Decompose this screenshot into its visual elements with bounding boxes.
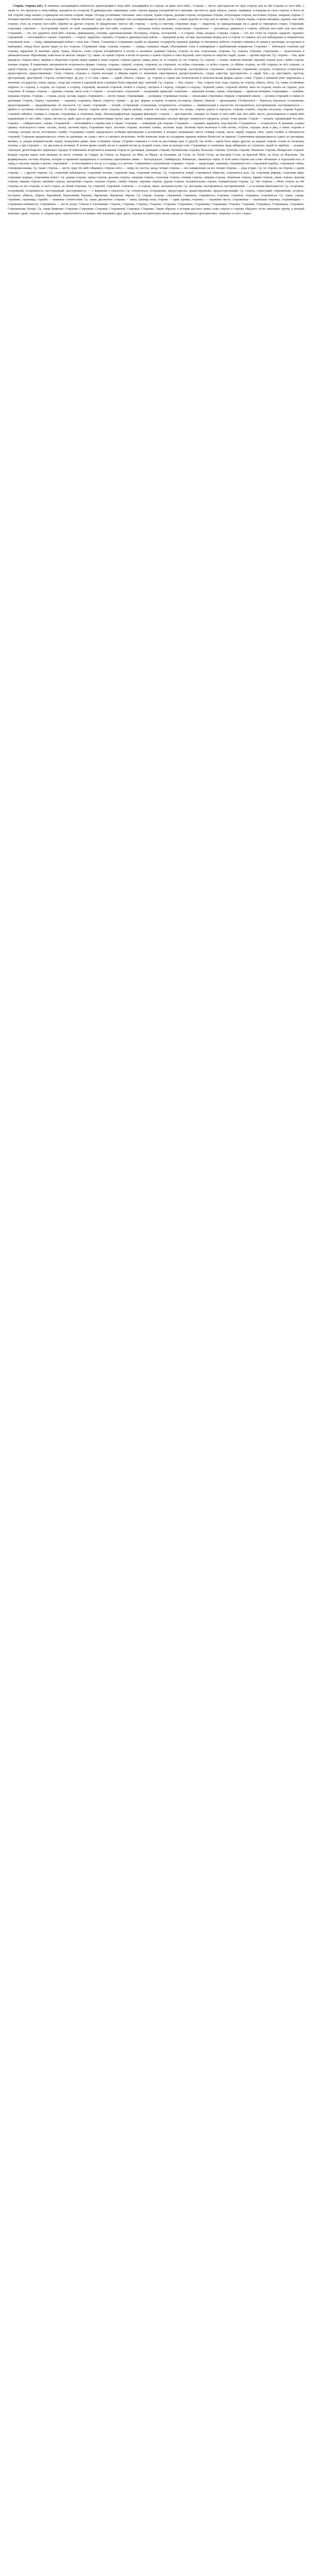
article-head-word: Сторож, сторожа (аб.). <box>13 5 44 8</box>
dictionary-article <box>8 4 304 216</box>
article-body-text: В значении «находящийся поблизости, прилегающий к чему-либо, находящийся на стороне, на краю чего-либо». Сторона — место, пространство по одну сторону или по обе стороны от чего-либо, а также то, что прилегает к чему-нибудь, находится по соседству. В древнерусских памятниках слово сторона нередко употребляется в значении «местность, край, область, земля», например: и поидоша въ свою сторону; и бысть въ той сторонѣ гладъ великъ; и приидоша изъ иныхъ сторонъ людие. Отсюда устойчивые сочетания: своя сторона, чужая сторона, дальняя сторона, полуденная сторона, полунощная сторона, восточная сторона, западная сторона. С течением времени значение слова расширяется: сторона обозначает одну из двух спорящих или договаривающихся групп, партию, а также родство по отцу или по матери. Ср. сторона отцова, сторона материна; держать чью-либо сторону; стать на сторону кого-либо; перейти на другую сторону. В юридических текстах обе стороны — истец и ответчик; сторонние люди — свидетели, не принадлежащие ни к одной из тяжущихся сторон. Сторонний, сторонняя, стороннее — посторонний, чужой, не свой, находящийся вне чего-либо; стороною — окольным путём, косвенно, понаслышке; сторониться — уклоняться, держаться в стороне, избегать кого-либо или чего-либо. Сторонник — тот, кто держится чьей-либо стороны, приверженец, союзник, единомышленник. Посторонь, сторонь, постороннѣ — в стороне, сбоку, поодаль. Сторожа, сторож — тот, кто стоит на стороне, караулит, охраняет; сторожевой — относящийся к охране; сторожить — стеречь, караулить, охранять. Сторожа в древнерусском войске — передовой дозор, застава, высылаемая вперёд или в сторону от главных сил для наблюдения за неприятелем; сторожевой полк — отряд, прикрывающий войско с тыла или с боков. Станичная и сторожевая служба на окраинах государства охраняла границы от внезапных набегов; сторожи ставились по рекам и урочищам, на курганах и переправах, откуда было далеко видно во все стороны. Сторожевые люди, сторожа, сторожи — отряды служилых людей, объезжавшие степь и извещавшие о приближении неприятеля. Сторожка — небольшое строение для сторожа, караульня. В значении «край, страна, область» слово сторона употребляется в песнях и сказаниях: родимая сторона, сторона ты моя, сторонушка, сторонка. Ср. сторона, сторонка, сторонушка — ласкательные и уменьшительные образования, известные во многих говорах. Ср. также: на чужой стороне и весна не красна; в чужой стороне и сокол вороной; своя сторона по шёрстке гладит, чужая — против шёрстки. Ср. сторона — бок, край предмета; сторона света; лицевая и оборотная сторона ткани; правая и левая сторона; сторона дороги, улицы, реки; по ту сторону, по эту сторону. Ср. сторона — аспект, свойство явления: хорошая сторона дела, слабая сторона, теневая сторона. В памятниках письменности встречаются формы: сторона, стороны, сторонѣ, сторону, стороною, въ сторонахъ, по всѣмъ сторонамъ, со всѣхъ сторонъ, съ обѣихъ сторонъ, на обѣ стороны, во всѣ стороны, съ одной стороны, съ другой стороны. Производные: сторонный, сторонский, сторонщина, сторонщик, посторонний, посторонок, настороже, насторожиться, стороженье, сторожение, стережение, устеречь, остеречься, остерегаться, предостерегать, предостережение. Слово сторона, сторожа и стеречь восходят к общему корню со значением «простираться, распространяться», откуда «простор, пространство» и «край, бок»; ср. простирать, простор, пространный, простёртый. Сторона соответствует др.-рус. и ст.-слав. страна — «край, область, страна»: ср. сторона и страна как полногласная и неполногласная формы одного слова. Страна в книжной речи закрепилась в значении «государство, земля, народ», тогда как сторона в народной речи сохранила более широкий круг значений. Ср. сторона — бок, страна — бок, сторона тела: подъ сторону, въ сторону, обапол, обочь. Ср. также устойчивые обороты: со стороны, в стороне, на стороне, в сторону, сторонкой, окольной стороной; отойти в сторону; смотреть в сторону; говорить в сторону; стороной узнать; стороной обойти; жить на стороне; искать на стороне; дело стороннее. В говорах: сторона — деревня, селение, часть села; в стороне — на выселках; сторонской — нездешний, пришлый; сторонник — пришлый человек, чужак; сторонщица — пришлая женщина; сторонщина — чужбина, неродная сторона. Сторожа — стража, дозор, застава, караул; сторожевать — нести стражу; сторожевщик — дозорщик; сторожевые головы — начальники сторожевых отрядов; сторожевой список — роспись сторожей и станиц по урочищам. Стеречь, стерегу, стережёшь — охранять, сторожить, беречь; стерегти, стрещи — др.-рус. формы; устеречи, остеречи, постеречи, сберечи, уберечи — производные. Остерегаться — беречься, опасаться; остережение, предостережение — предупреждение об опасности. Ср. также: сторожкий — чуткий, осторожный; осторожный, осторожность, осторожно — внимательный к опасности; насторожиться, настороженный, настороженность — прийти в состояние готовности, чуткости. В старых текстах: стеречи своея стороны, стеречи рубежа, стеречи отъ поля, стеречи отъ татаръ, стеречи дороги и перелазы; сторожи ставити, сторожи посылати, сторожи ѣздити, сторожей смѣняти; станицы и сторожи; сторожевые и станичные люди. Лексикографическая традиция фиксирует: сторона — пространство, лежащее по бокам от кого-либо или чего-либо; место, расположенное в каком-либо направлении от чего-либо; страна, местность, край; одна из двух противостоящих групп; одна из линий, ограничивающих плоскую фигуру; поверхность предмета; аспект, точка зрения. Сторож — человек, охраняющий что-либо; сторожа — собирательное, стража. Сторожевой — относящийся к сторожу или к стражe. Сторожка — помещение для сторожа. Сторожить — охранять, караулить; подстерегать. Сторожиться — остерегаться. В значении «охрана границ» используется также: застава, засека, засечная черта, сторожевая черта, засечные сторожа, засечные головы, засечные люди. Засечная черта включала в себя засеки, остроги, городки, валы и рвы, а также сторожи и станицы, которые несли постоянную службу. Сторожевая служба определялась особыми приговорами и росписями, в которых указывались места стояния сторож, число людей, порядок смен, сроки службы и обязанности сторожей. Сторожам предписывалось стоять на урочищах, не сходя с мест, и смотреть неоплошно, чтобы воинские люди на государевы украины войною безвестно не пришли. Станичникам предписывалось ездить по урочищам, меняясь, и, увидев неприятельских людей, немедленно давать знать в ближние города. Сторожи ставились в степи на расстоянии одна от другой, так чтобы с одной было видно другую; на каждой сторожe стояли по нескольку человек, а при сторожах — по два коня на человека. В летнее время службу несли от ранней весны до поздней осени, пока не выпадет снег. Сторожевые и станичные люди набирались из служилых людей по прибору — казаков, стрельцов, детей боярских украинных городов. В памятниках встречаются названия сторож по урочищам: Донецкие сторожи, Путивльские сторожи, Рыльские сторожи, Тульские сторожи, Рязанские сторожи, Мещерские сторожи. Каждая сторожа имела своё название по месту стояния: на Самаре, на Осколе, на Ворсклe, на Мже, на Мерле, на Коломаке, на Сосне, на Тихой Сосне, на Быстрой Сосне, на Красной Мече, на Дону, на Воронеже. Так формировалась система обороны, которая со временем превратилась в сплошные укреплённые линии — Белгородскую, Симбирскую, Изюмскую, Закамскую черты. В этой связи сторожа как слово обозначает и отдельный пост, и отряд, и систему охраны в целом; сторожевой — и относящийся к посту, и к отряду, и к системе. Современное употребление сохраняет: сторож — караульщик, охранник; сторожевой пост, сторожевой корабль, сторожевая собака, сторожевая вышка. Ср. также: сторона — место, куда что-либо обращено; сторона света — север, юг, восток, запад; четыре стороны — все направления; на все четыре стороны — куда угодно. Ср. по стороне, на стороне, с одной стороны — с другой стороны. Ср. сторонний наблюдатель, сторонний человек, сторонние лица, сторонняя помощь. Ср. сторониться людей, сторониться общества, сторониться дела. Ср. сторонник реформ, сторонник мира, сторонник порядка, сторонники нового. Ср. родная сторона, чужая сторона, дальняя сторона, северная сторона, солнечная сторона, теневая сторона, лицевая сторона, оборотная сторона, правая сторона, левая сторона, верхняя сторона, нижняя сторона, внешняя сторона, внутренняя сторона, сильная сторона, слабая сторона, хорошая сторона, дурная сторона, положительная сторона, отрицательная сторона. Ср. обе стороны, с обеих сторон, на обе стороны, во все стороны, со всех сторон, по обеим сторонам. Ср. стороной, сторонкой, стороною — в стороне, мимо, окольным путём. Ср. настороже, насторожиться, настороженный — в состоянии бдительности. Ср. осторожно, осторожный, осторожность, неосторожный, неосторожность — о внимании к опасности. Ср. остерегаться, остережение, предостерегать, предостережение, предостерегающий. Ср. стеречь, стерегущий, стережённый, устеречь, постеречь, уберечь, сберечь, бережёный, бережливый, бережно, бережение, береженье, бережь. Ср. сторож, сторожа, сторожевой, сторожить, сторожиться, сторожка, сторожок, сторожиха, сторожиться. Ср. страж, стража, стражник, стражница, стражба — книжные соответствия. Ср. также диалектное: стóрожа — межа, граница поля; сторожá — край, кромка; сторóжье — стражевое место; сторожéнька — маленькая сторожка; сторожéвщина — сторожевая повинность; сторожевáть — нести дозор. Сторона в топонимике: Сторона, Сторонка, Стороны, Сторонье, Сторонки, Сторожевое, Сторожевка, Сторожевая, Сторожи, Сторожня, Сторожиха, Сторожинец, Сторожево, Сторожевские Хутора. Ср. также фамилии: Сторонин, Сторонкин, Сторожев, Сторожевой, Сторожук, Сторожко. Таким образом, в истории русского языка слова сторона и сторожа образуют тесно связанную группу, в которой значения «край, сторона» и «охрана края» переплетаются и взаимно обусловливают друг друга, отражая историческую жизнь народа на обширных пространствах, открытых со всех сторон. <box>8 5 304 215</box>
